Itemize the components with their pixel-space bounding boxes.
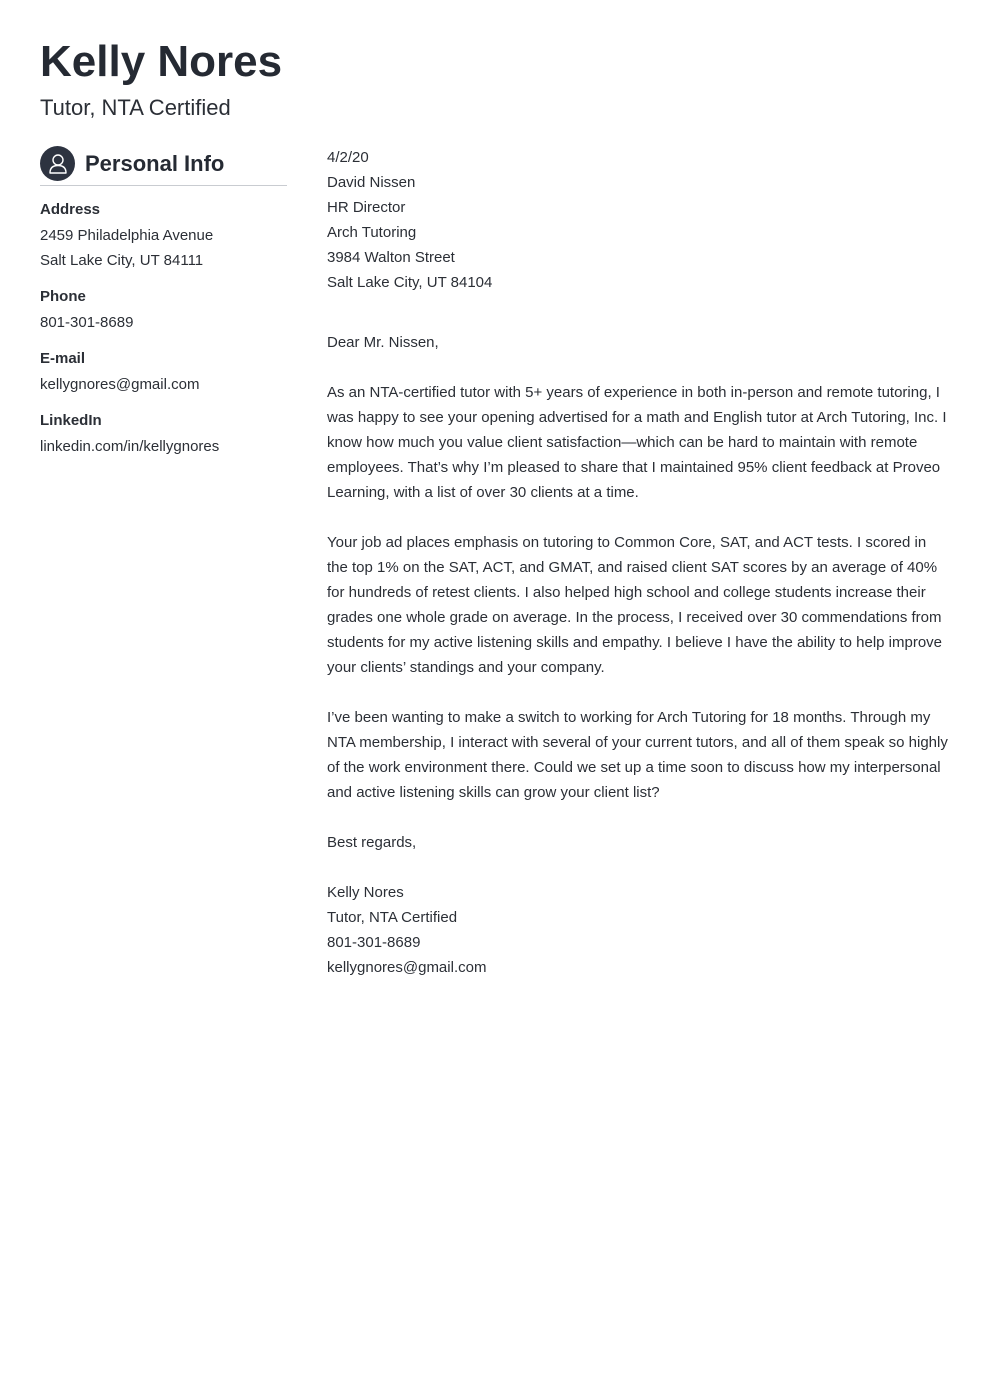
linkedin-value: linkedin.com/in/kellygnores xyxy=(40,438,220,455)
address-line1: 2459 Philadelphia Avenue xyxy=(40,227,214,244)
cover-letter-body xyxy=(327,145,950,980)
phone-group xyxy=(40,287,287,335)
body-paragraph: As an NTA-certified tutor with 5+ years of experience in both in-person and remote tutoring, I was happy to see your opening advertised for a math and English tutor at Arch Tutoring, Inc. I know how much you value client satisfaction—which can be hard to maintain with remote employees. That’s why I’m pleased to share that I maintained 95% client feedback at Proveo Learning, with a list of over 30 clients at a time. xyxy=(327,384,947,501)
signature-name: Kelly Nores xyxy=(327,884,404,901)
signature-email: kellygnores@gmail.com xyxy=(327,959,487,976)
applicant-title: Tutor, NTA Certified xyxy=(40,95,231,120)
phone-value: 801-301-8689 xyxy=(40,314,134,331)
personal-info-header xyxy=(40,146,287,186)
salutation: Dear Mr. Nissen, xyxy=(327,334,439,351)
address-label: Address xyxy=(40,201,101,218)
resume-header xyxy=(40,36,282,122)
recipient-name: David Nissen xyxy=(327,174,416,191)
email-value: kellygnores@gmail.com xyxy=(40,376,200,393)
body-paragraph: I’ve been wanting to make a switch to working for Arch Tutoring for 18 months. Through my NTA membership, I interact with several of your current tutors, and all of them speak so highly of the work environment there. Could we set up a time soon to discuss how my interpersonal and active listening skills can grow your client list? xyxy=(327,709,948,801)
applicant-name: Kelly Nores xyxy=(40,37,283,86)
sidebar xyxy=(40,146,287,459)
letter-date: 4/2/20 xyxy=(327,149,369,166)
email-label: E-mail xyxy=(40,350,86,367)
signature-phone: 801-301-8689 xyxy=(327,934,421,951)
address-line2: Salt Lake City, UT 84111 xyxy=(40,252,204,269)
recipient-title: HR Director xyxy=(327,199,406,216)
recipient-street: 3984 Walton Street xyxy=(327,249,455,266)
linkedin-label: LinkedIn xyxy=(40,412,102,429)
address-group xyxy=(40,200,287,273)
user-icon xyxy=(40,146,75,181)
signature-block xyxy=(327,880,950,980)
recipient-city: Salt Lake City, UT 84104 xyxy=(327,274,493,291)
signature-title: Tutor, NTA Certified xyxy=(327,909,458,926)
phone-label: Phone xyxy=(40,288,86,305)
body-paragraph: Your job ad places emphasis on tutoring to Common Core, SAT, and ACT tests. I scored in the top 1% on the SAT, ACT, and GMAT, and raised client SAT scores by an average of 40% for hundreds of retest clients. I also helped high school and college students increase their grades one whole grade on average. In the process, I received over 30 commendations from students for my active listening skills and empathy. I believe I have the ability to help improve your clients’ standings and your company. xyxy=(327,534,943,676)
section-title: Personal Info xyxy=(85,150,225,176)
recipient-company: Arch Tutoring xyxy=(327,224,417,241)
linkedin-group xyxy=(40,411,287,459)
closing: Best regards, xyxy=(327,834,417,851)
email-group xyxy=(40,349,287,397)
recipient-block xyxy=(327,170,950,295)
